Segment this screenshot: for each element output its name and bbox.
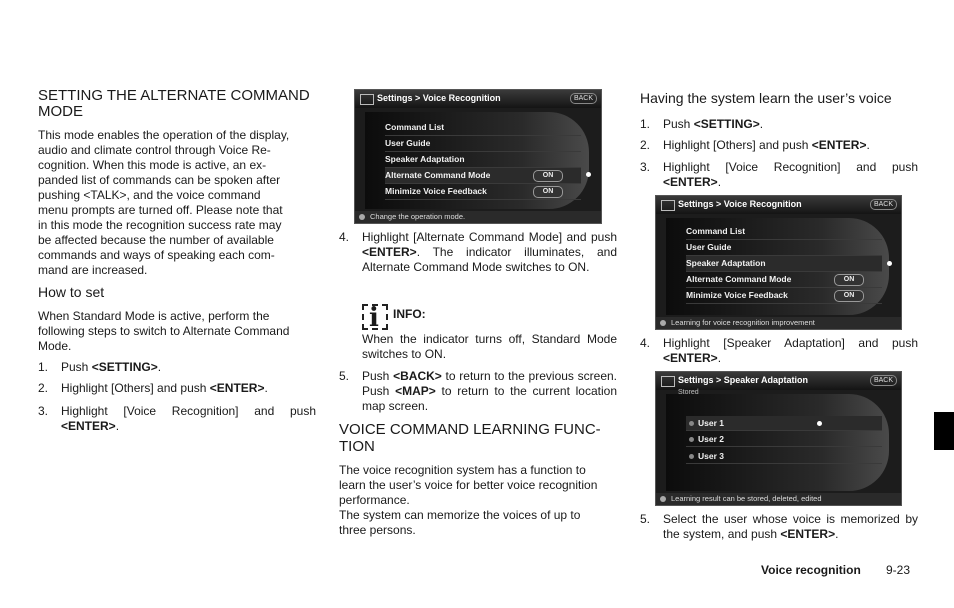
menu-item-minimize-voice-feedback: Minimize Voice Feedback ON [686, 288, 882, 304]
cursor-dot-icon [817, 421, 822, 426]
section-heading-voice-learning: VOICE COMMAND LEARNING FUNC- [339, 421, 601, 438]
settings-icon [661, 200, 675, 211]
bullet-icon [689, 437, 694, 442]
info-icon [362, 304, 388, 330]
screen-title: Settings > Voice Recognition [377, 93, 501, 103]
footer-section: Voice recognition [761, 563, 861, 577]
menu-item-user-guide: User Guide [385, 136, 581, 152]
back-button: BACK [870, 199, 897, 210]
cursor-dot-icon [586, 172, 591, 177]
menu-item-alternate-command-mode: Alternate Command Mode ON [385, 168, 581, 184]
body-line: performance. [339, 493, 410, 507]
page-number: 9-23 [886, 563, 911, 577]
menu-item-user-2: User 2 [686, 432, 882, 447]
subheading-learning-voice: Having the system learn the user’s voice [640, 90, 892, 106]
settings-icon [360, 94, 374, 105]
bullet-icon [689, 421, 694, 426]
body-line: learn the user’s voice for better voice recognition [339, 478, 598, 492]
list-item: 2. Highlight [Others] and push <ENTER>. [640, 138, 870, 152]
list-item: 3. Highlight [Voice Recognition] and push <ENTER>. [38, 404, 316, 433]
intro-line: mand are increased. [38, 263, 148, 277]
list-item: 1. Push <SETTING>. [640, 117, 764, 131]
toggle-indicator: ON [533, 170, 563, 182]
list-item: 5. Select the user whose voice is memorized by the system, and push <ENTER>. [640, 512, 918, 541]
menu-item-user-1: User 1 [686, 416, 882, 431]
back-button: BACK [870, 375, 897, 386]
settings-icon [661, 376, 675, 387]
body-line: The system can memorize the voices of up to [339, 508, 581, 522]
screen-title: Settings > Speaker Adaptation [678, 375, 808, 385]
intro-line: This mode enables the operation of the display, [38, 128, 290, 142]
cursor-dot-icon [887, 261, 892, 266]
menu-item-speaker-adaptation: Speaker Adaptation [686, 256, 882, 272]
info-text: When the indicator turns off, Standard Mode switches to ON. [362, 332, 617, 361]
screen-status-bar: Learning for voice recognition improvement [656, 317, 901, 329]
menu-item-user-3: User 3 [686, 449, 882, 464]
group-label: Stored [678, 389, 699, 396]
intro-line: be affected because the number of available [38, 233, 274, 247]
intro-line: menu prompts are turned off. Please note that [38, 203, 283, 217]
toggle-indicator: ON [834, 290, 864, 302]
screen-title-bar [656, 196, 901, 214]
intro-line: pushing <TALK>, and the voice command [38, 188, 261, 202]
screenshot-voice-recognition-menu [655, 195, 902, 330]
list-item: 1. Push <SETTING>. [38, 360, 162, 374]
list-item: 3. Highlight [Voice Recognition] and push <ENTER>. [640, 160, 918, 189]
menu-item-alternate-command-mode: Alternate Command Mode ON [686, 272, 882, 288]
intro-line: commands and ways of speaking each com- [38, 248, 275, 262]
toggle-indicator: ON [533, 186, 563, 198]
list-item: 4. Highlight [Alternate Command Mode] and push <ENTER>. The indicator illuminates, and Alternate Command Mode switches to ON. [339, 230, 617, 274]
screen-status-bar: Change the operation mode. [355, 211, 601, 223]
how-line: Mode. [38, 339, 72, 353]
bullet-icon [689, 454, 694, 459]
list-item: 5. Push <BACK> to return to the previous screen. Push <MAP> to return to the current location map screen. [339, 369, 618, 413]
body-line: The voice recognition system has a function to [339, 463, 586, 477]
screen-title-bar [355, 90, 601, 108]
info-label: INFO: [393, 307, 426, 321]
section-heading-voice-learning: TION [339, 438, 375, 455]
intro-line: in this mode the recognition success rate may [38, 218, 282, 232]
screen-title: Settings > Voice Recognition [678, 199, 802, 209]
screenshot-speaker-adaptation [655, 371, 902, 506]
chapter-tab [934, 412, 954, 450]
body-line: three persons. [339, 523, 416, 537]
intro-line: audio and climate control through Voice Re- [38, 143, 271, 157]
how-line: following steps to switch to Alternate Command [38, 324, 290, 338]
intro-line: cognition. When this mode is active, an ex- [38, 158, 267, 172]
list-item: 4. Highlight [Speaker Adaptation] and push <ENTER>. [640, 336, 918, 365]
menu-item-speaker-adaptation: Speaker Adaptation [385, 152, 581, 168]
list-item: 2. Highlight [Others] and push <ENTER>. [38, 381, 268, 395]
subheading-how-to-set: How to set [38, 284, 105, 300]
screenshot-voice-recognition-menu [354, 89, 602, 224]
screen-title-bar [656, 372, 901, 390]
section-heading-alternate-command: SETTING THE ALTERNATE COMMAND MODE [38, 87, 310, 120]
intro-line: panded list of commands can be spoken after [38, 173, 281, 187]
back-button: BACK [570, 93, 597, 104]
menu-item-command-list: Command List [686, 224, 882, 240]
menu-item-user-guide: User Guide [686, 240, 882, 256]
menu-item-minimize-voice-feedback: Minimize Voice Feedback ON [385, 184, 581, 200]
toggle-indicator: ON [834, 274, 864, 286]
screen-status-bar: Learning result can be stored, deleted, edited [656, 493, 901, 505]
menu-item-command-list: Command List [385, 120, 581, 136]
how-line: When Standard Mode is active, perform the [38, 309, 270, 323]
